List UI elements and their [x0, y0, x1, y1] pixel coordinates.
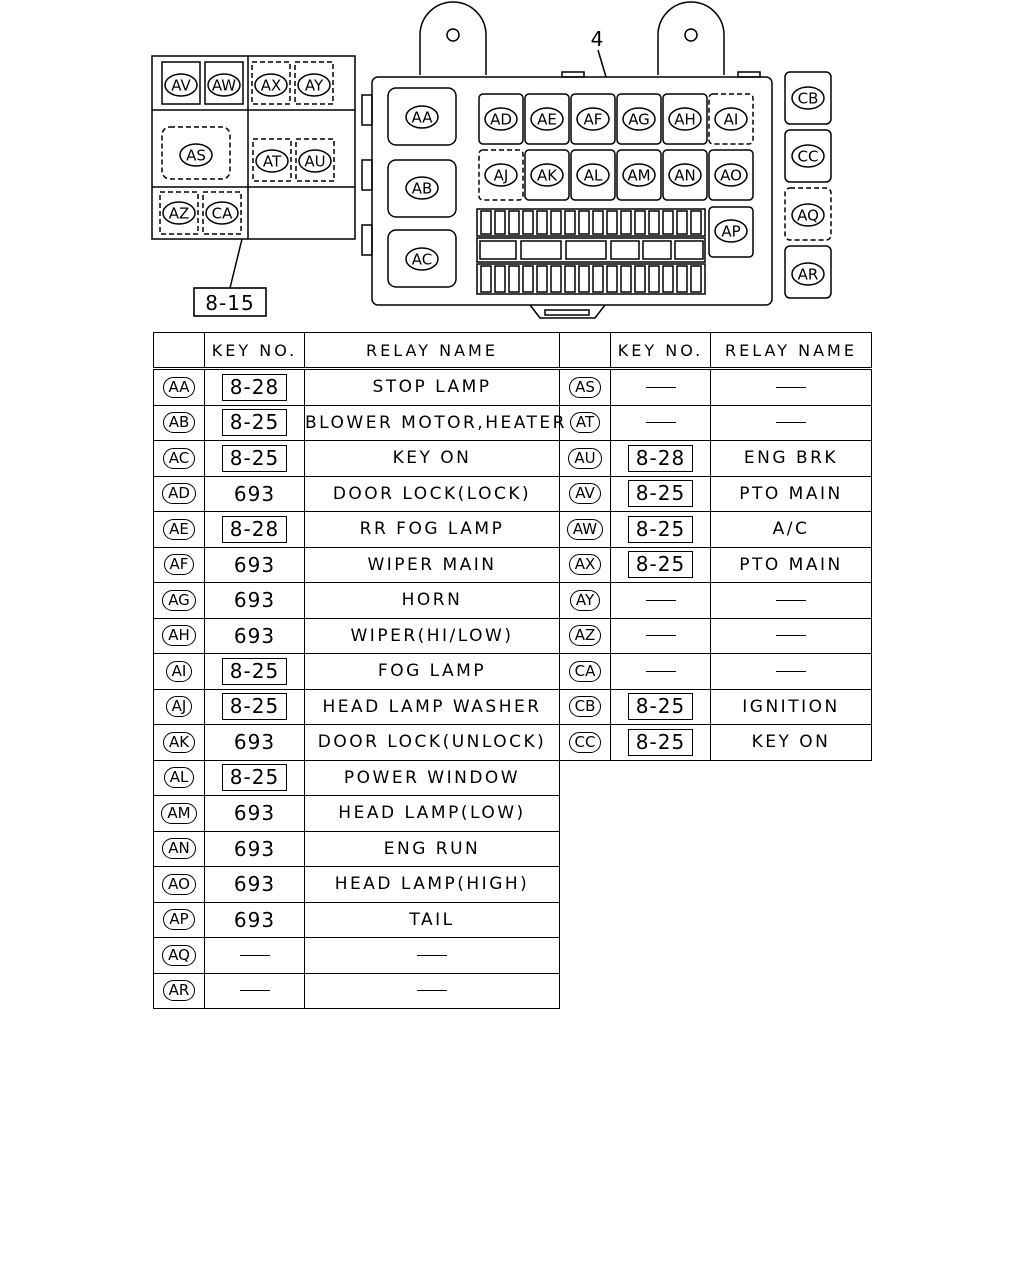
table-row [560, 369, 872, 406]
relay-code: AD [162, 483, 196, 504]
relay-name-cell [711, 369, 872, 406]
relay-code-cell [560, 654, 611, 690]
key-no-cell [205, 618, 305, 654]
table-row [154, 618, 560, 654]
relay-code: AA [163, 377, 196, 398]
relay-code: AM [161, 803, 196, 824]
relay-code-cell [154, 369, 205, 406]
relay-code: AB [163, 412, 196, 433]
key-no-cell [205, 831, 305, 867]
relay-name: HORN [401, 590, 463, 611]
relay-name-cell [711, 476, 872, 512]
relay-code-cell [154, 583, 205, 619]
relay-label-cb: CB [797, 89, 819, 108]
dash-mark [417, 990, 447, 991]
relay-code-cell [154, 689, 205, 725]
relay-code: AQ [162, 945, 196, 966]
relay-code-cell [154, 902, 205, 938]
relay-name-cell [305, 476, 560, 512]
relay-code: CC [569, 732, 602, 753]
header-code [154, 333, 205, 369]
relay-label-ay: AY [304, 76, 324, 95]
relay-name-cell [711, 583, 872, 619]
relay-name-cell [305, 618, 560, 654]
relay-table-right [559, 332, 872, 761]
dash-mark [240, 955, 270, 956]
relay-code-cell [154, 725, 205, 761]
relay-name-cell [305, 867, 560, 903]
relay-label-ag: AG [628, 110, 650, 129]
key-no-cell [205, 867, 305, 903]
relay-name: WIPER(HI/LOW) [350, 625, 514, 646]
key-no-cell [611, 689, 711, 725]
dash-mark [646, 422, 676, 423]
relay-name: DOOR LOCK(LOCK) [332, 483, 532, 504]
relay-label-al: AL [583, 166, 603, 185]
key-no: 693 [233, 730, 276, 755]
relay-name-cell [305, 654, 560, 690]
relay-table-left [153, 332, 567, 1009]
relay-code: AX [569, 554, 602, 575]
relay-label-as: AS [186, 146, 206, 165]
key-no: 8-28 [628, 445, 693, 472]
key-no-cell [205, 938, 305, 974]
header-relay-name: RELAY NAME [305, 333, 560, 369]
header-relay-name: RELAY NAME [711, 333, 872, 369]
relay-name-cell [305, 796, 560, 832]
table-row [154, 583, 560, 619]
relay-name: DOOR LOCK(UNLOCK) [317, 732, 547, 753]
relay-code-cell [560, 689, 611, 725]
relay-label-ar: AR [797, 265, 819, 284]
table-row [560, 547, 872, 583]
relay-code: AP [163, 909, 194, 930]
relay-name-cell [305, 831, 560, 867]
relay-name: STOP LAMP [372, 377, 492, 398]
relay-code: AE [163, 519, 195, 540]
relay-name-cell [711, 618, 872, 654]
relay-code: AK [163, 732, 195, 753]
dash-mark [646, 635, 676, 636]
relay-code-cell [154, 867, 205, 903]
key-no-cell [205, 547, 305, 583]
relay-name-cell [305, 689, 560, 725]
relay-name-cell [711, 441, 872, 477]
relay-name-cell [305, 760, 560, 796]
relay-code-cell [154, 618, 205, 654]
relay-name-cell [305, 583, 560, 619]
dash-mark [646, 600, 676, 601]
relay-name: KEY ON [751, 732, 831, 753]
relay-code-cell [154, 938, 205, 974]
table-row [154, 902, 560, 938]
relay-name-cell [711, 547, 872, 583]
relay-code-cell [560, 547, 611, 583]
relay-name: PTO MAIN [739, 483, 843, 504]
table-row [154, 405, 560, 441]
relay-name: HEAD LAMP(HIGH) [334, 874, 530, 895]
table-row [560, 476, 872, 512]
relay-code-cell [154, 512, 205, 548]
key-no-cell [611, 441, 711, 477]
relay-code-cell [154, 796, 205, 832]
relay-code-cell [560, 369, 611, 406]
relay-name: A/C [772, 519, 810, 540]
table-row [560, 441, 872, 477]
table-row [154, 654, 560, 690]
key-no-cell [205, 973, 305, 1009]
relay-code-cell [154, 760, 205, 796]
relay-code: AF [164, 554, 195, 575]
header-key-no: KEY NO. [205, 333, 305, 369]
key-no: 8-25 [222, 658, 287, 685]
key-no-cell [611, 476, 711, 512]
key-no: 693 [233, 907, 276, 932]
relay-code: CA [569, 661, 602, 682]
relay-code-cell [154, 654, 205, 690]
key-no: 8-25 [628, 729, 693, 756]
relay-code: AO [162, 874, 196, 895]
relay-code: AJ [166, 696, 193, 717]
relay-code: AT [570, 412, 600, 433]
relay-name-cell [711, 512, 872, 548]
relay-label-ax: AX [260, 76, 282, 95]
table-row [560, 654, 872, 690]
key-no: 8-25 [628, 516, 693, 543]
relay-code-cell [154, 547, 205, 583]
table-row [154, 689, 560, 725]
key-no-cell [205, 796, 305, 832]
dash-mark [646, 387, 676, 388]
key-no-cell [205, 405, 305, 441]
relay-code-cell [560, 441, 611, 477]
key-no-cell [611, 405, 711, 441]
relay-code: AC [163, 448, 195, 469]
key-no-cell [611, 725, 711, 761]
relay-label-aj: AJ [493, 166, 509, 185]
key-no-cell [205, 476, 305, 512]
reference-callout: 8-15 [205, 291, 255, 315]
key-no: 8-28 [222, 516, 287, 543]
table-header-row [154, 333, 560, 369]
relay-name: RR FOG LAMP [359, 519, 505, 540]
relay-name-cell [711, 689, 872, 725]
relay-label-af: AF [583, 110, 603, 129]
relay-label-ao: AO [720, 166, 742, 185]
table-row [560, 405, 872, 441]
relay-code: AW [567, 519, 603, 540]
key-no-cell [611, 654, 711, 690]
relay-label-ai: AI [723, 110, 739, 129]
table-row [560, 618, 872, 654]
part-callout: 4 [590, 27, 604, 51]
table-row [154, 441, 560, 477]
table-row [154, 973, 560, 1009]
table-row [154, 796, 560, 832]
relay-name-cell [711, 725, 872, 761]
key-no: 8-25 [222, 445, 287, 472]
relay-name-cell [305, 725, 560, 761]
relay-code-cell [154, 405, 205, 441]
relay-code-cell [560, 583, 611, 619]
table-row [560, 725, 872, 761]
relay-name-cell [305, 512, 560, 548]
table-row [154, 760, 560, 796]
key-no-cell [205, 441, 305, 477]
relay-code: AR [163, 980, 196, 1001]
relay-label-at: AT [262, 152, 282, 171]
key-no-cell [205, 902, 305, 938]
table-row [560, 583, 872, 619]
relay-code: AL [164, 767, 195, 788]
relay-code-cell [154, 973, 205, 1009]
key-no-cell [205, 583, 305, 619]
table-row [154, 547, 560, 583]
key-no-cell [205, 760, 305, 796]
relay-name-cell [305, 369, 560, 406]
key-no: 8-25 [628, 551, 693, 578]
relay-code-cell [154, 441, 205, 477]
relay-label-ca: CA [211, 204, 233, 223]
dash-mark [776, 635, 806, 636]
relay-code: AS [569, 377, 601, 398]
relay-code: AG [162, 590, 196, 611]
relay-code: AY [570, 590, 600, 611]
relay-name-cell [305, 938, 560, 974]
dash-mark [776, 600, 806, 601]
relay-label-ad: AD [490, 110, 512, 129]
table-row [154, 512, 560, 548]
relay-name: IGNITION [742, 696, 840, 717]
key-no-cell [205, 725, 305, 761]
table-row [154, 938, 560, 974]
header-code [560, 333, 611, 369]
relay-name: HEAD LAMP WASHER [322, 696, 542, 717]
key-no-cell [611, 583, 711, 619]
relay-label-au: AU [304, 152, 326, 171]
key-no-cell [205, 654, 305, 690]
relay-name-cell [305, 902, 560, 938]
table-row [154, 369, 560, 406]
relay-label-ac: AC [411, 250, 433, 269]
relay-label-cc: CC [797, 147, 819, 166]
relay-name-cell [305, 973, 560, 1009]
key-no: 693 [233, 836, 276, 861]
key-no: 8-28 [222, 374, 287, 401]
relay-code-cell [154, 831, 205, 867]
relay-name: BLOWER MOTOR,HEATER [305, 412, 567, 433]
key-no-cell [611, 618, 711, 654]
key-no-cell [611, 512, 711, 548]
relay-label-ap: AP [721, 222, 741, 241]
relay-name: WIPER MAIN [367, 554, 497, 575]
key-no-cell [205, 689, 305, 725]
dash-mark [646, 671, 676, 672]
table-header-row [560, 333, 872, 369]
relay-name: FOG LAMP [377, 661, 487, 682]
relay-name: TAIL [409, 909, 455, 930]
relay-code: AZ [569, 625, 602, 646]
dash-mark [240, 990, 270, 991]
relay-label-aw: AW [211, 76, 237, 95]
key-no-cell [205, 369, 305, 406]
key-no-cell [611, 369, 711, 406]
key-no-cell [611, 547, 711, 583]
relay-code-cell [154, 476, 205, 512]
relay-name: PTO MAIN [739, 554, 843, 575]
relay-name-cell [711, 654, 872, 690]
relay-name: ENG RUN [383, 838, 481, 859]
relay-label-an: AN [674, 166, 696, 185]
key-no: 693 [233, 588, 276, 613]
relay-label-ak: AK [536, 166, 558, 185]
relay-name-cell [305, 405, 567, 441]
table-row [560, 512, 872, 548]
relay-code-cell [560, 405, 611, 441]
relay-code: CB [569, 696, 602, 717]
key-no: 693 [233, 552, 276, 577]
key-no: 8-25 [222, 409, 287, 436]
relay-name: HEAD LAMP(LOW) [338, 803, 526, 824]
relay-name-cell [305, 441, 560, 477]
table-row [154, 867, 560, 903]
relay-label-ab: AB [411, 179, 433, 198]
table-row [154, 476, 560, 512]
key-no: 693 [233, 623, 276, 648]
table-row [154, 725, 560, 761]
dash-mark [417, 955, 447, 956]
relay-name-cell [305, 547, 560, 583]
relay-name: ENG BRK [743, 448, 839, 469]
dash-mark [776, 387, 806, 388]
relay-code: AU [568, 448, 601, 469]
relay-label-am: AM [627, 166, 651, 185]
key-no: 693 [233, 801, 276, 826]
relay-code: AV [569, 483, 601, 504]
key-no: 8-25 [628, 480, 693, 507]
relay-name: POWER WINDOW [343, 767, 521, 788]
relay-name-cell [711, 405, 872, 441]
relay-code: AH [162, 625, 196, 646]
relay-label-aa: AA [411, 108, 433, 127]
relay-code-cell [560, 476, 611, 512]
relay-label-ae: AE [537, 110, 557, 129]
dash-mark [776, 671, 806, 672]
header-key-no: KEY NO. [611, 333, 711, 369]
dash-mark [776, 422, 806, 423]
relay-label-ah: AH [674, 110, 696, 129]
key-no: 8-25 [222, 764, 287, 791]
relay-code: AN [162, 838, 195, 859]
key-no: 693 [233, 481, 276, 506]
key-no: 693 [233, 872, 276, 897]
key-no: 8-25 [222, 693, 287, 720]
key-no: 8-25 [628, 693, 693, 720]
relay-code-cell [560, 618, 611, 654]
table-row [154, 831, 560, 867]
relay-code-cell [560, 512, 611, 548]
relay-name: KEY ON [392, 448, 472, 469]
relay-label-az: AZ [168, 204, 190, 223]
relay-label-av: AV [171, 76, 191, 95]
key-no-cell [205, 512, 305, 548]
relay-code: AI [166, 661, 193, 682]
table-row [560, 689, 872, 725]
relay-label-aq: AQ [797, 206, 819, 225]
relay-code-cell [560, 725, 611, 761]
